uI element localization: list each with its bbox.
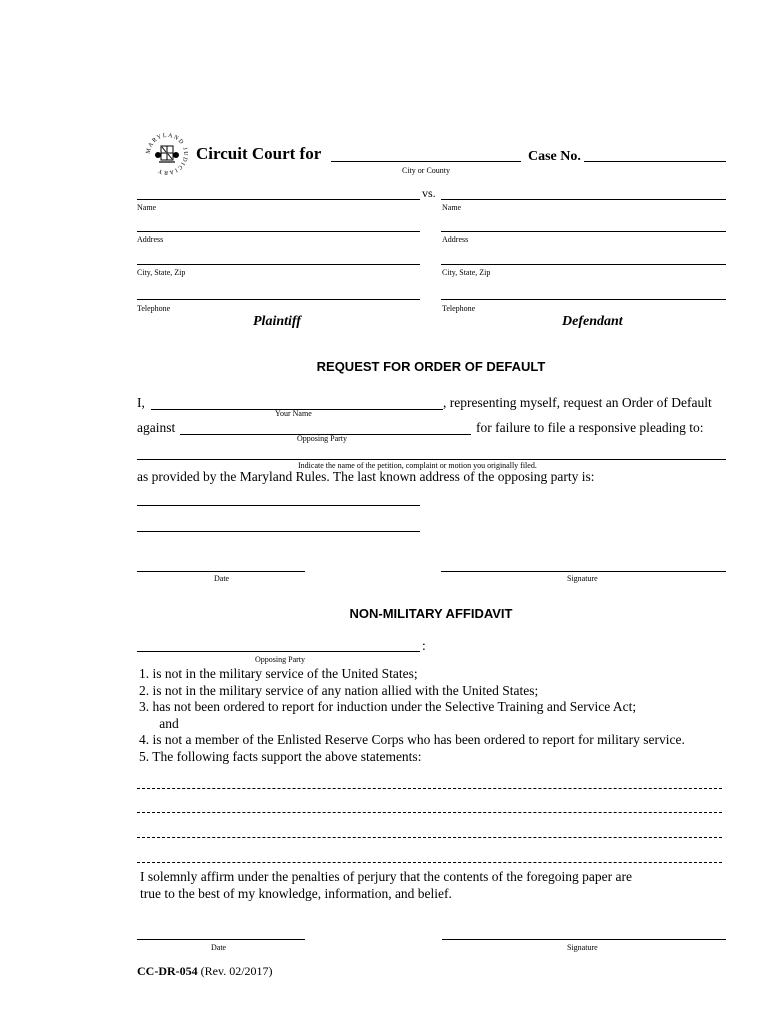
defendant-city-input[interactable]: [441, 264, 726, 265]
affidavit-signature-caption: Signature: [567, 943, 598, 952]
defendant-address-input[interactable]: [441, 231, 726, 232]
defendant-telephone-caption: Telephone: [442, 304, 476, 313]
representing-text: , representing myself, request an Order of Default: [443, 395, 712, 410]
defendant-telephone-input[interactable]: [441, 299, 726, 300]
plaintiff-name-input[interactable]: [137, 199, 420, 200]
case-number-input[interactable]: [584, 161, 726, 162]
list-item: and: [139, 715, 179, 731]
list-item: 4. is not a member of the Enlisted Reserve Corps who has been ordered to report for military service.: [139, 732, 685, 747]
defendant-label: Defendant: [562, 314, 623, 329]
affidavit-date-caption: Date: [211, 943, 227, 952]
maryland-seal-logo: [142, 129, 192, 179]
request-signature-input[interactable]: [441, 571, 726, 572]
request-signature-caption: Signature: [567, 574, 598, 583]
affidavit-title: NON-MILITARY AFFIDAVIT: [349, 606, 513, 621]
petition-caption: Indicate the name of the petition, complaint or motion you originally filed.: [298, 461, 537, 470]
list-item: 1. is not in the military service of the United States;: [139, 666, 418, 681]
plaintiff-city-caption: City, State, Zip: [137, 268, 186, 277]
plaintiff-city-input[interactable]: [137, 264, 420, 265]
affirm-text-line1: I solemnly affirm under the penalties of perjury that the contents of the foregoing paper are: [140, 869, 632, 884]
petition-name-input[interactable]: [137, 459, 726, 460]
case-no-label: Case No.: [528, 149, 581, 164]
defendant-name-caption: Name: [442, 203, 462, 212]
plaintiff-address-input[interactable]: [137, 231, 420, 232]
court-label: Circuit Court for: [196, 144, 322, 163]
against-label: against: [137, 420, 176, 435]
defendant-address-caption: Address: [442, 235, 469, 244]
affidavit-opposing-party-input[interactable]: [137, 651, 420, 652]
form-footer: [137, 964, 273, 979]
affirm-text-line2: true to the best of my knowledge, information, and belief.: [140, 886, 452, 901]
plaintiff-address-caption: Address: [137, 235, 164, 244]
vs-label: vs.: [422, 186, 436, 200]
plaintiff-name-caption: Name: [137, 203, 157, 212]
failure-text: for failure to file a responsive pleading to:: [476, 420, 704, 435]
city-county-input[interactable]: [331, 161, 521, 162]
opposing-party-caption: Opposing Party: [297, 434, 347, 443]
list-item: 3. has not been ordered to report for induction under the Selective Training and Service Act;: [139, 699, 637, 714]
request-date-input[interactable]: [137, 571, 305, 572]
list-item: 2. is not in the military service of any nation allied with the United States;: [139, 682, 539, 698]
plaintiff-telephone-caption: Telephone: [137, 304, 171, 313]
facts-line2-input[interactable]: [137, 812, 722, 813]
city-county-caption: City or County: [402, 166, 451, 175]
defendant-city-caption: City, State, Zip: [442, 268, 491, 277]
svg-text:MARYLAND JUDICIARY: MARYLAND JUDICIARY: [145, 132, 189, 176]
plaintiff-telephone-input[interactable]: [137, 299, 420, 300]
affidavit-colon: :: [422, 638, 426, 653]
plaintiff-label: Plaintiff: [253, 314, 301, 329]
i-label: I,: [137, 395, 145, 410]
affidavit-opposing-party-caption: Opposing Party: [255, 655, 305, 664]
affidavit-signature-input[interactable]: [442, 939, 726, 940]
request-title: REQUEST FOR ORDER OF DEFAULT: [316, 359, 546, 374]
list-item: 5. The following facts support the above statements:: [139, 748, 422, 764]
opposing-address-line2-input[interactable]: [137, 531, 420, 532]
opposing-address-line1-input[interactable]: [137, 505, 420, 506]
affidavit-statements-list: [139, 666, 685, 765]
facts-line4-input[interactable]: [137, 862, 722, 863]
facts-line1-input[interactable]: [137, 788, 722, 789]
facts-line3-input[interactable]: [137, 837, 722, 838]
your-name-caption: Your Name: [275, 409, 312, 418]
form-revision: (Rev. 02/2017): [200, 964, 273, 978]
form-code: CC-DR-054: [137, 964, 198, 978]
defendant-name-input[interactable]: [441, 199, 726, 200]
provided-text: as provided by the Maryland Rules. The last known address of the opposing party is:: [137, 469, 595, 484]
request-date-caption: Date: [214, 574, 230, 583]
affidavit-date-input[interactable]: [137, 939, 305, 940]
